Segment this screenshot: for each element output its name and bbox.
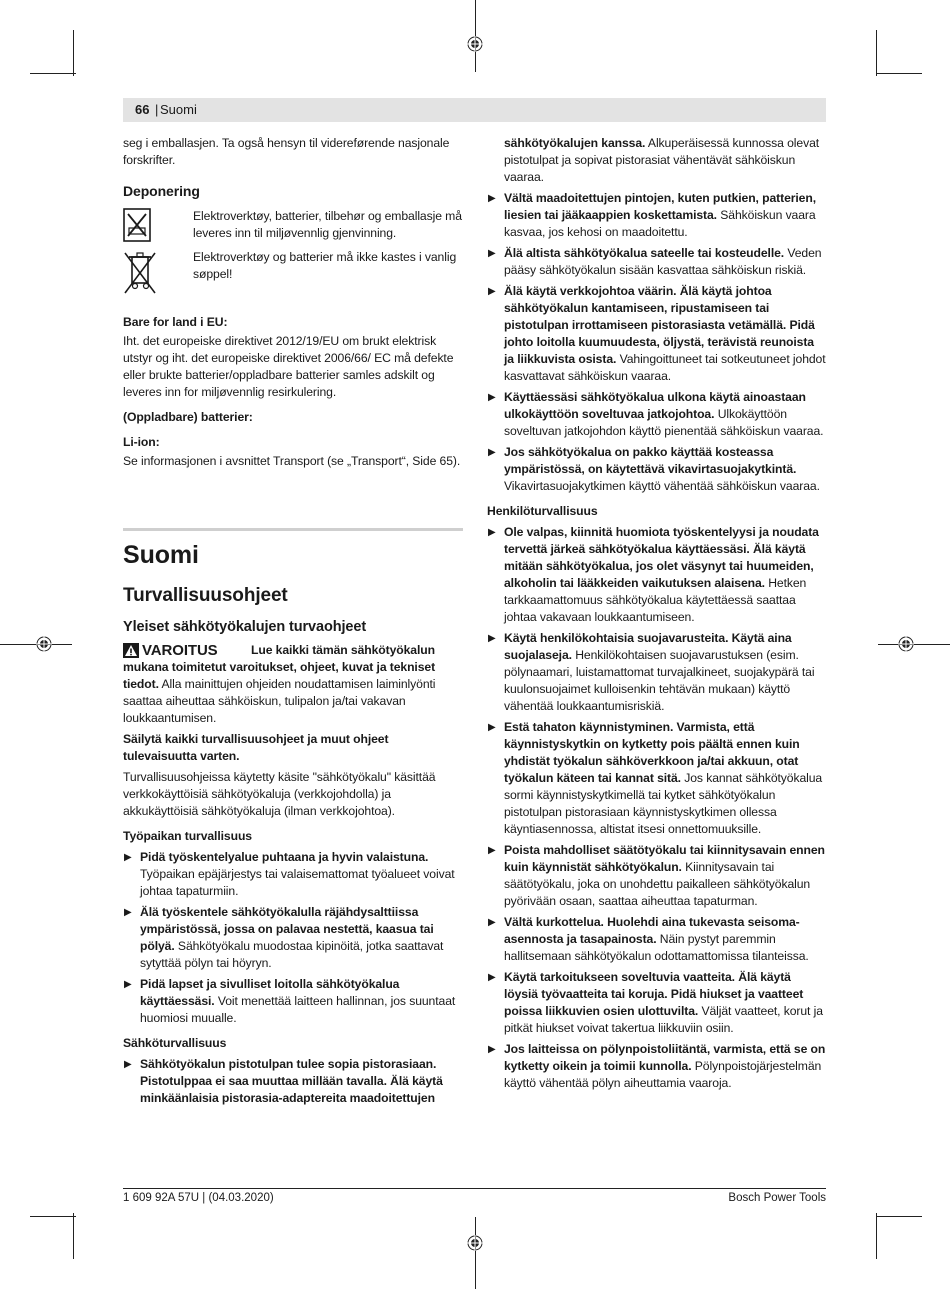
warning-label-text: VAROITUS	[142, 642, 218, 659]
crop-mark	[73, 1213, 74, 1259]
yleiset-heading: Yleiset sähkötyökalujen turvaohjeet	[123, 619, 367, 635]
sailyta-text: Säilytä kaikki turvallisuusohjeet ja muut ohjeet tulevaisuutta varten.	[123, 732, 389, 763]
registration-mark-icon	[898, 636, 914, 652]
crop-mark	[876, 30, 877, 76]
section-divider	[123, 528, 463, 531]
list-item: ▶ Jos sähkötyökalua on pakko käyttää kosteassa ympäristössä, on käytettävä vikavirtasuojakytkintä. Vikavirtasuojakytkimen käyttö vähentää sähköiskun vaaraa.	[488, 445, 820, 493]
liion-text: Se informasjonen i avsnittet Transport (se „Transport“, Side 65).	[123, 454, 461, 468]
registration-mark-icon	[467, 1235, 483, 1251]
list-item: ▶ Vältä kurkottelua. Huolehdi aina tukevasta seisoma-asennosta ja tasapainosta. Näin pystyt paremmin hallitsemaan sähkötyökalun odottamattomissa tilanteissa.	[488, 915, 809, 963]
crop-mark	[30, 73, 76, 74]
page-number: 66	[135, 102, 150, 117]
deponering-item	[123, 249, 463, 302]
list-item: ▶ Käytä henkilökohtaisia suojavarusteita. Käytä aina suojalaseja. Henkilökohtaisen suojavarustuksen (esim. pölynaamari, luistamattomat turvajalkineet, suojakypärä tai kuulonsuojaimet kulloisenkin tehtävän mukaan) käyttö vähentää loukkaantumisriskiä.	[488, 631, 815, 713]
list-item: ▶ Ole valpas, kiinnitä huomiota työskentelyysi ja noudata tervettä järkeä sähkötyökalua käyttäessäsi. Älä käytä mitään sähkötyökalua, jos olet väsynyt tai huumeiden, alkoholin tai lääkkeiden vaikutuksen alaisena. Hetken tarkkaamattomuus sähkötyökalua käytettäessä saattaa johtaa vakavaan loukkaantumiseen.	[488, 525, 819, 624]
tyopaikka-list	[123, 849, 463, 1027]
crop-mark	[876, 1213, 877, 1259]
list-item: ▶ Vältä maadoitettujen pintojen, kuten putkien, patterien, liesien tai jääkaappien koskettamista. Sähköiskun vaara kasvaa, jos kehosi on maadoitettu.	[488, 191, 816, 239]
list-item: ▶ Pidä lapset ja sivulliset loitolla sähkötyökalua käyttäessäsi. Voit menettää laitteen hallinnan, jos suuntaat huomiosi muualle.	[124, 977, 456, 1025]
list-item: ▶ Älä työskentele sähkötyökalulla räjähdysalttiissa ympäristössä, jossa on palavaa nestettä, kaasua tai pölyä. Sähkötyökalu muodostaa kipinöitä, jotka saattavat sytyttää pölyn tai höyryn.	[124, 905, 444, 970]
liion-heading: Li-ion:	[123, 435, 160, 449]
deponering-item	[123, 208, 463, 247]
list-item: ▶ Sähkötyökalun pistotulpan tulee sopia pistorasiaan. Pistotulppaa ei saa muuttaa millään tavalla. Älä käytä minkäänlaisia pistorasia-adaptereita maadoitettujen	[124, 1057, 443, 1105]
list-item: ▶ Pidä työskentelyalue puhtaana ja hyvin valaistuna. Työpaikan epäjärjestys tai valaisemattomat työalueet voivat johtaa tapaturmiin.	[124, 850, 455, 898]
list-item: ▶ Jos laitteissa on pölynpoistoliitäntä, varmista, että se on kytketty oikein ja toimii kunnolla. Pölynpoistojärjestelmän käyttö vähentää pölyn aiheuttamia vaaroja.	[488, 1042, 826, 1090]
deponering-heading: Deponering	[123, 183, 200, 199]
tyopaikka-heading: Työpaikan turvallisuus	[123, 829, 252, 843]
registration-mark-icon	[36, 636, 52, 652]
list-item: ▶ Älä käytä verkkojohtoa väärin. Älä käytä johtoa sähkötyökalun kantamiseen, ripustamiseen tai pistotulpan irrottamiseen pistorasiasta vetämällä. Pidä johto loitolla kuumuudesta, öljystä, terävistä reunoista ja liikkuvista osista. Vahingoittuneet tai sotkeutuneet johdot kasvattavat sähköiskun vaaraa.	[488, 284, 826, 383]
sahko-list	[123, 1056, 463, 1107]
list-item: ▶ Poista mahdolliset säätötyökalu tai kiinnitysavain ennen kuin käynnistät sähkötyökalun. Kiinnitysavain tai säätötyökalu, joka on unohdettu paikalleen sähkötyökalun pyörivään osaan, saattaa aiheuttaa tapaturman.	[488, 843, 825, 908]
sahko-heading: Sähköturvallisuus	[123, 1036, 227, 1050]
sahko-list-continued	[487, 190, 827, 495]
crop-mark	[73, 30, 74, 76]
crop-mark	[876, 1216, 922, 1217]
header-language: Suomi	[160, 102, 197, 117]
kasite-text: Turvallisuusohjeissa käytetty käsite "sähkötyökalu" käsittää verkkokäyttöisiä sähkötyökaluja (verkkojohdolla) ja akkukäyttöisiä sähkötyökaluja (ilman verkkojohtoa).	[123, 770, 436, 818]
batterier-heading: (Oppladbare) batterier:	[123, 410, 253, 424]
intro-text: seg i emballasjen. Ta også hensyn til videreførende nasjonale forskrifter.	[123, 136, 450, 167]
crop-mark	[30, 1216, 76, 1217]
henkilo-heading: Henkilöturvallisuus	[487, 504, 598, 518]
footer-brand: Bosch Power Tools	[728, 1192, 826, 1204]
suomi-heading: Suomi	[123, 541, 199, 569]
footer-rule	[123, 1188, 826, 1189]
footer-doc-id: 1 609 92A 57U | (04.03.2020)	[123, 1192, 274, 1204]
turvallisuusohjeet-heading: Turvallisuusohjeet	[123, 585, 288, 606]
crop-mark	[876, 73, 922, 74]
page-header	[123, 98, 826, 122]
henkilo-list	[487, 524, 827, 1092]
eu-text: Iht. det europeiske direktivet 2012/19/EU om brukt elektrisk utstyr og iht. det europeiske direktivet 2006/66/ EC må defekte eller brukte batterier/oppladbare batterier samles adskilt og leveres inn for miljøvennlig resirkulering.	[123, 334, 454, 399]
header-separator: |	[155, 102, 159, 117]
crossed-bin-icon	[123, 249, 157, 297]
deponering-text: Elektroverktøy og batterier må ikke kastes i vanlig søppel!	[193, 250, 457, 281]
list-item: ▶ Estä tahaton käynnistyminen. Varmista, että käynnistyskytkin on kytketty pois päältä ennen kuin yhdistät työkalun sähköverkkoon ja/tai akkuun, otat työkalun käteen tai kannat sitä. Jos kannat sähkötyökalua sormi käynnistyskytkimellä tai kytket sähkötyökalun pistotulpan pistorasiaan käynnistyskytkimen ollessa käyntiasennossa, altistat itsesi onnettomuuksille.	[488, 720, 823, 836]
recycle-packaging-icon	[123, 208, 151, 242]
eu-heading: Bare for land i EU:	[123, 315, 228, 329]
list-item: ▶ Käytä tarkoitukseen soveltuvia vaatteita. Älä käytä löysiä työvaatteita tai koruja. Pidä hiukset ja vaatteet poissa liikkuvien osien ulottuvilta. Väljät vaatteet, korut ja pitkät hiukset voivat takertua liikkuviin osiin.	[488, 970, 823, 1035]
right-column	[487, 135, 827, 1096]
deponering-text: Elektroverktøy, batterier, tilbehør og emballasje må leveres inn til miljøvennlig gjenvinning.	[193, 209, 462, 240]
crop-mark	[475, 1217, 476, 1289]
crop-mark	[878, 644, 950, 645]
list-item: ▶ Älä altista sähkötyökalua sateelle tai kosteudelle. Veden pääsy sähkötyökalun sisään kasvattaa sähköiskun riskiä.	[488, 246, 822, 277]
continued-item: sähkötyökalujen kanssa. Alkuperäisessä kunnossa olevat pistotulpat ja sopivat pistorasiat vähentävät sähköiskun vaaraa.	[504, 136, 820, 184]
left-column	[123, 135, 463, 1111]
list-item: ▶ Käyttäessäsi sähkötyökalua ulkona käytä ainoastaan ulkokäyttöön soveltuvaa jatkojohtoa. Ulkokäyttöön soveltuvan jatkojohdon käyttö pienentää sähköiskun vaaraa.	[488, 390, 824, 438]
warning-text: Lue kaikki tämän sähkötyökalun mukana toimitetut varoitukset, ohjeet, kuvat ja tekniset tiedot. Alla mainittujen ohjeiden noudattamisen laiminlyönti saattaa aiheuttaa sähköiskun, tulipalon ja/tai vakavan loukkaantumisen.	[123, 643, 436, 725]
registration-mark-icon	[467, 36, 483, 52]
